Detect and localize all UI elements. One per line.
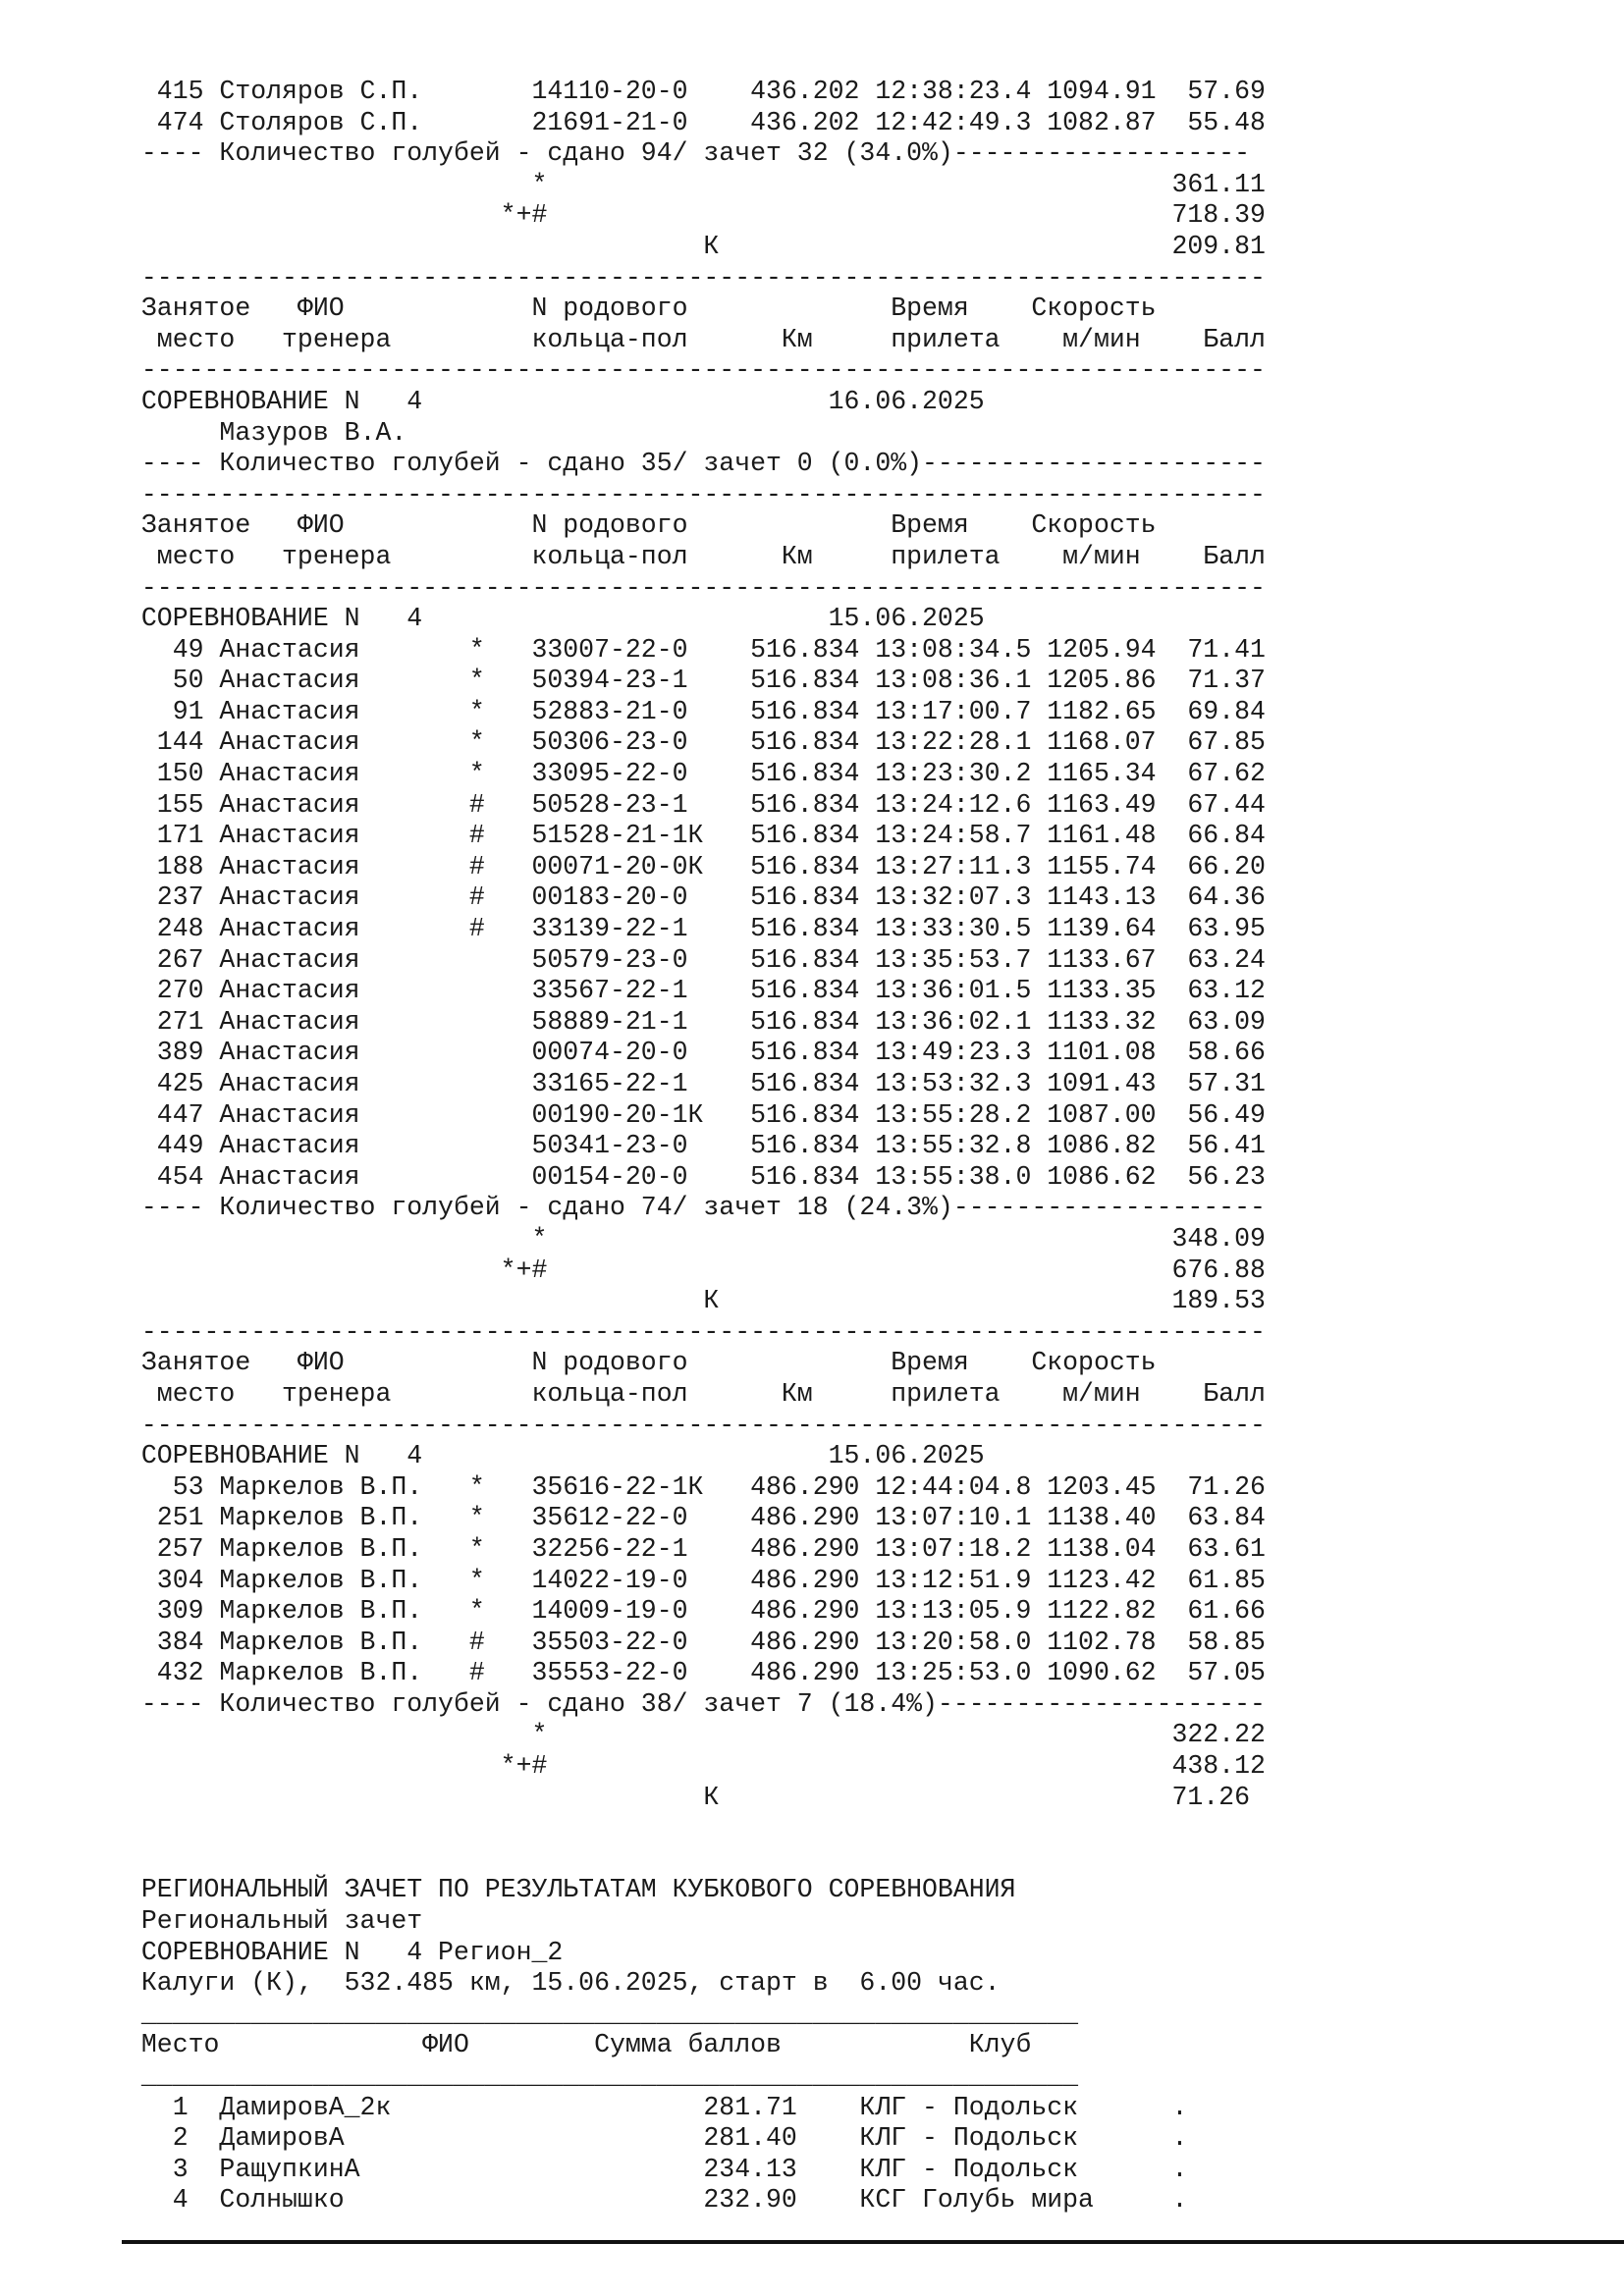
report-line: 144 Анастасия * 50306-23-0 516.834 13:22:28.1 1168.07 67.85 — [126, 727, 1266, 758]
report-line: * 361.11 — [126, 169, 1266, 199]
report-line: 50 Анастасия * 50394-23-1 516.834 13:08:36.1 1205.86 71.37 — [126, 666, 1266, 696]
report-line: 2 ДамировА 281.40 КЛГ - Подольск . — [126, 2123, 1188, 2154]
report-line: Занятое ФИО N родового Время Скорость — [126, 510, 1157, 541]
report-line: 237 Анастасия # 00183-20-0 516.834 13:32:07.3 1143.13 64.36 — [126, 882, 1266, 913]
bottom-rule — [122, 2240, 1624, 2244]
report-line: ---- Количество голубей - сдано 35/ зачет 0 (0.0%)---------------------- — [126, 449, 1266, 479]
report-line: 171 Анастасия # 51528-21-1К 516.834 13:24:58.7 1161.48 66.84 — [126, 821, 1266, 851]
report-line: место тренера кольца-пол Км прилета м/мин Балл — [126, 1378, 1266, 1409]
report-line: ------------------------------------------------------------------------ — [126, 479, 1266, 509]
report-line: место тренера кольца-пол Км прилета м/мин Балл — [126, 541, 1266, 571]
report-line: СОРЕВНОВАНИЕ N 4 15.06.2025 — [126, 1441, 985, 1471]
report-line: К 71.26 — [126, 1782, 1250, 1812]
report-line: 53 Маркелов В.П. * 35616-22-1К 486.290 12:44:04.8 1203.45 71.26 — [126, 1471, 1266, 1502]
report-line: Место ФИО Сумма баллов Клуб — [126, 2030, 1032, 2060]
report-line: *+# 438.12 — [126, 1751, 1266, 1782]
report-line: *+# 718.39 — [126, 200, 1266, 231]
report-line: 91 Анастасия * 52883-21-0 516.834 13:17:00.7 1182.65 69.84 — [126, 696, 1266, 726]
report-line: Мазуров В.А. — [126, 417, 407, 448]
report-line: ____________________________________________________________ — [126, 2061, 1079, 2091]
report-line: * 348.09 — [126, 1223, 1266, 1254]
report-line: 248 Анастасия # 33139-22-1 516.834 13:33:30.5 1139.64 63.95 — [126, 914, 1266, 944]
report-line: СОРЕВНОВАНИЕ N 4 16.06.2025 — [126, 386, 985, 416]
report-line: 384 Маркелов В.П. # 35503-22-0 486.290 13:20:58.0 1102.78 58.85 — [126, 1627, 1266, 1657]
report-line: 49 Анастасия * 33007-22-0 516.834 13:08:34.5 1205.94 71.41 — [126, 634, 1266, 665]
report-line: ____________________________________________________________ — [126, 1999, 1079, 2029]
report-line: 155 Анастасия # 50528-23-1 516.834 13:24:12.6 1163.49 67.44 — [126, 789, 1266, 820]
report-line: 454 Анастасия 00154-20-0 516.834 13:55:38.0 1086.62 56.23 — [126, 1161, 1266, 1192]
report-line: 267 Анастасия 50579-23-0 516.834 13:35:53.7 1133.67 63.24 — [126, 944, 1266, 975]
report-line: К 209.81 — [126, 231, 1266, 261]
report-line: СОРЕВНОВАНИЕ N 4 15.06.2025 — [126, 604, 985, 634]
report-line: 304 Маркелов В.П. * 14022-19-0 486.290 13:12:51.9 1123.42 61.85 — [126, 1565, 1266, 1595]
report-line: ------------------------------------------------------------------------ — [126, 355, 1266, 386]
report-line: 270 Анастасия 33567-22-1 516.834 13:36:01.5 1133.35 63.12 — [126, 976, 1266, 1006]
report-line: ---- Количество голубей - сдано 74/ зачет 18 (24.3%)-------------------- — [126, 1193, 1266, 1223]
report-line — [126, 1844, 1624, 1876]
report-line — [126, 1813, 1624, 1844]
report-line: 150 Анастасия * 33095-22-0 516.834 13:23:30.2 1165.34 67.62 — [126, 759, 1266, 789]
report-line: место тренера кольца-пол Км прилета м/мин Балл — [126, 324, 1266, 354]
report-line: 449 Анастасия 50341-23-0 516.834 13:55:32.8 1086.82 56.41 — [126, 1131, 1266, 1161]
report-line: ------------------------------------------------------------------------ — [126, 1410, 1266, 1440]
report-line: 4 Солнышко 232.90 КСГ Голубь мира . — [126, 2185, 1188, 2216]
report-line: СОРЕВНОВАНИЕ N 4 Регион_2 — [126, 1937, 564, 1967]
report-line: 1 ДамировА_2к 281.71 КЛГ - Подольск . — [126, 2092, 1188, 2122]
report-line: 271 Анастасия 58889-21-1 516.834 13:36:02.1 1133.32 63.09 — [126, 1006, 1266, 1037]
report-line: 447 Анастасия 00190-20-1К 516.834 13:55:28.2 1087.00 56.49 — [126, 1099, 1266, 1130]
report-line: Занятое ФИО N родового Время Скорость — [126, 1348, 1157, 1378]
report-line: ---- Количество голубей - сдано 38/ зачет 7 (18.4%)--------------------- — [126, 1688, 1266, 1719]
report-line: К 189.53 — [126, 1286, 1266, 1316]
report-line: РЕГИОНАЛЬНЫЙ ЗАЧЕТ ПО РЕЗУЛЬТАТАМ КУБКОВОГО СОРЕВНОВАНИЯ — [126, 1875, 1016, 1905]
report-line: Региональный зачет — [126, 1906, 423, 1937]
report-line: 425 Анастасия 33165-22-1 516.834 13:53:32.3 1091.43 57.31 — [126, 1069, 1266, 1098]
report-line: ------------------------------------------------------------------------ — [126, 572, 1266, 603]
report-line: ------------------------------------------------------------------------ — [126, 1316, 1266, 1347]
report-line: 251 Маркелов В.П. * 35612-22-0 486.290 13:07:10.1 1138.40 63.84 — [126, 1503, 1266, 1533]
report-line: 389 Анастасия 00074-20-0 516.834 13:49:23.3 1101.08 58.66 — [126, 1038, 1266, 1068]
report-line: ---- Количество голубей - сдано 94/ зачет 32 (34.0%)------------------- — [126, 138, 1250, 169]
report-line: * 322.22 — [126, 1720, 1266, 1750]
report-line: 474 Столяров С.П. 21691-21-0 436.202 12:42:49.3 1082.87 55.48 — [126, 107, 1266, 137]
report-page — [126, 77, 1624, 2216]
report-line: 432 Маркелов В.П. # 35553-22-0 486.290 13:25:53.0 1090.62 57.05 — [126, 1658, 1266, 1688]
report-line: 188 Анастасия # 00071-20-0К 516.834 13:27:11.3 1155.74 66.20 — [126, 851, 1266, 881]
report-line: 3 РащупкинА 234.13 КЛГ - Подольск . — [126, 2154, 1188, 2184]
report-line: 309 Маркелов В.П. * 14009-19-0 486.290 13:13:05.9 1122.82 61.66 — [126, 1596, 1266, 1627]
report-line: ------------------------------------------------------------------------ — [126, 262, 1266, 293]
report-line: 257 Маркелов В.П. * 32256-22-1 486.290 13:07:18.2 1138.04 63.61 — [126, 1533, 1266, 1564]
report-line: Калуги (К), 532.485 км, 15.06.2025, старт в 6.00 час. — [126, 1968, 1001, 1999]
report-line: Занятое ФИО N родового Время Скорость — [126, 294, 1157, 324]
report-line: 415 Столяров С.П. 14110-20-0 436.202 12:38:23.4 1094.91 57.69 — [126, 77, 1266, 106]
report-line: *+# 676.88 — [126, 1255, 1266, 1285]
